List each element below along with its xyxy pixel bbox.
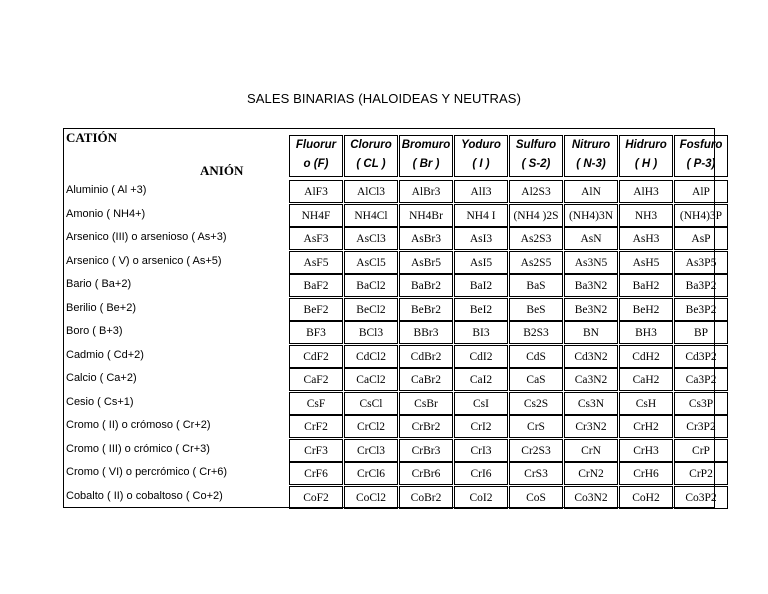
formula-cell: CrCl2	[344, 415, 398, 438]
anion-symbol: o (F)	[303, 158, 329, 170]
anion-header-cell	[509, 135, 563, 177]
anion-header-cell	[674, 135, 728, 177]
formula-cell: As2S5	[509, 251, 563, 274]
formula-cell: BaCl2	[344, 274, 398, 297]
table-row	[63, 462, 715, 485]
formula-cell: AlCl3	[344, 180, 398, 203]
formula-cell: NH4 I	[454, 204, 508, 227]
formula-cell: CaBr2	[399, 368, 453, 391]
table-row	[63, 204, 723, 227]
table-row	[63, 227, 715, 250]
formula-cell: Ba3N2	[564, 274, 618, 297]
formula-cell: Cd3N2	[564, 345, 618, 368]
formula-cell: NH3	[619, 204, 673, 227]
formula-cell: (NH4)3P	[674, 204, 728, 227]
formula-cell: Be3P2	[674, 298, 728, 321]
formula-cell: AsBr3	[399, 227, 453, 250]
formula-cell: Cr3N2	[564, 415, 618, 438]
formula-cell: CoBr2	[399, 486, 453, 509]
formula-cell: Al2S3	[509, 180, 563, 203]
formula-cell: AlF3	[289, 180, 343, 203]
formula-cell: CrP	[674, 439, 728, 462]
cation-label: Amonio ( NH4+)	[66, 207, 146, 220]
anion-symbol: ( CL )	[356, 158, 386, 170]
formula-cell: AsCl5	[344, 251, 398, 274]
table-row	[63, 392, 715, 415]
formula-cell: AsF3	[289, 227, 343, 250]
formula-cell: BN	[564, 321, 618, 344]
formula-cell: CrN2	[564, 462, 618, 485]
anion-header-cell	[619, 135, 673, 177]
formula-cell: BaBr2	[399, 274, 453, 297]
page-title: SALES BINARIAS (HALOIDEAS Y NEUTRAS)	[246, 91, 522, 106]
formula-cell: CdCl2	[344, 345, 398, 368]
table-row	[63, 321, 715, 344]
cation-header: CATIÓN	[66, 130, 118, 145]
formula-cell: AsI5	[454, 251, 508, 274]
anion-name: Sulfuro	[515, 139, 557, 151]
formula-cell: BaF2	[289, 274, 343, 297]
formula-cell: AsBr5	[399, 251, 453, 274]
formula-cell: Cs2S	[509, 392, 563, 415]
formula-cell: AsP	[674, 227, 728, 250]
formula-cell: CaH2	[619, 368, 673, 391]
table-row	[63, 486, 715, 509]
formula-cell: BeBr2	[399, 298, 453, 321]
anion-symbol: ( S-2)	[521, 158, 551, 170]
table-row	[63, 274, 715, 297]
formula-cell: CrCl3	[344, 439, 398, 462]
formula-cell: NH4Cl	[344, 204, 398, 227]
formula-cell: AsN	[564, 227, 618, 250]
formula-cell: BH3	[619, 321, 673, 344]
formula-cell: CoH2	[619, 486, 673, 509]
formula-cell: AsH5	[619, 251, 673, 274]
formula-cell: Cs3P	[674, 392, 728, 415]
formula-cell: BaI2	[454, 274, 508, 297]
anion-header: ANIÓN	[200, 163, 244, 178]
formula-cell: BaS	[509, 274, 563, 297]
formula-cell: CsF	[289, 392, 343, 415]
cation-label: Arsenico ( V) o arsenico ( As+5)	[66, 254, 222, 267]
formula-cell: CoI2	[454, 486, 508, 509]
cation-label: Cobalto ( II) o cobaltoso ( Co+2)	[66, 489, 223, 502]
formula-cell: As3N5	[564, 251, 618, 274]
formula-cell: CoCl2	[344, 486, 398, 509]
anion-name: Fosfuro	[679, 139, 723, 151]
formula-cell: BP	[674, 321, 728, 344]
anion-name: Nitruro	[571, 139, 611, 151]
formula-cell: CrH6	[619, 462, 673, 485]
anion-symbol: ( Br )	[412, 158, 440, 170]
cation-label: Berilio ( Be+2)	[66, 301, 137, 314]
formula-cell: CrCl6	[344, 462, 398, 485]
anion-symbol: ( I )	[472, 158, 490, 170]
anion-name: Bromuro	[401, 139, 451, 151]
formula-cell: CaS	[509, 368, 563, 391]
formula-cell: Ba3P2	[674, 274, 728, 297]
formula-cell: CrH2	[619, 415, 673, 438]
cation-label: Cromo ( III) o crómico ( Cr+3)	[66, 442, 210, 455]
anion-header-cell	[399, 135, 453, 177]
formula-cell: CdI2	[454, 345, 508, 368]
formula-cell: Cr2S3	[509, 439, 563, 462]
formula-cell: CrF6	[289, 462, 343, 485]
formula-cell: CsBr	[399, 392, 453, 415]
anion-header-cell	[564, 135, 618, 177]
formula-cell: BI3	[454, 321, 508, 344]
cation-label: Cromo ( II) o crómoso ( Cr+2)	[66, 419, 211, 431]
table-row	[63, 180, 715, 203]
anion-header-cell	[344, 135, 398, 177]
formula-cell: CrI2	[454, 415, 508, 438]
anion-header-cell	[289, 135, 343, 177]
formula-cell: Cs3N	[564, 392, 618, 415]
formula-cell: CoS	[509, 486, 563, 509]
cation-label: Bario ( Ba+2)	[66, 278, 132, 290]
anion-name: Fluorur	[295, 139, 337, 151]
formula-cell: CdBr2	[399, 345, 453, 368]
formula-cell: BeCl2	[344, 298, 398, 321]
formula-cell: Ca3P2	[674, 368, 728, 391]
formula-cell: CsCl	[344, 392, 398, 415]
formula-cell: AlP	[674, 180, 728, 203]
anion-symbol: ( P-3)	[686, 158, 716, 170]
formula-cell: Ca3N2	[564, 368, 618, 391]
formula-cell: CrN	[564, 439, 618, 462]
formula-cell: AsF5	[289, 251, 343, 274]
table-row	[63, 251, 715, 274]
formula-cell: CrH3	[619, 439, 673, 462]
formula-cell: Cd3P2	[674, 345, 728, 368]
formula-cell: CaF2	[289, 368, 343, 391]
table-row	[63, 298, 715, 321]
formula-cell: CsI	[454, 392, 508, 415]
formula-cell: AsI3	[454, 227, 508, 250]
anion-name: Yoduro	[461, 139, 501, 151]
anion-name: Cloruro	[350, 139, 392, 151]
formula-cell: NH4F	[289, 204, 343, 227]
formula-cell: AlBr3	[399, 180, 453, 203]
cation-label: Aluminio ( Al +3)	[66, 184, 147, 196]
formula-cell: NH4Br	[399, 204, 453, 227]
formula-cell: BF3	[289, 321, 343, 344]
formula-cell: BaH2	[619, 274, 673, 297]
table-row	[63, 368, 715, 391]
formula-cell: CrS3	[509, 462, 563, 485]
formula-cell: CsH	[619, 392, 673, 415]
formula-cell: CdF2	[289, 345, 343, 368]
formula-cell: CrI6	[454, 462, 508, 485]
table-row	[63, 345, 715, 368]
anion-symbol: ( N-3)	[576, 158, 606, 170]
formula-cell: CdH2	[619, 345, 673, 368]
cation-label: Boro ( B+3)	[66, 325, 123, 337]
cation-label: Cadmio ( Cd+2)	[66, 348, 144, 361]
formula-cell: AlI3	[454, 180, 508, 203]
formula-cell: BeH2	[619, 298, 673, 321]
cation-label: Cromo ( VI) o percrómico ( Cr+6)	[66, 466, 228, 478]
formula-cell: CdS	[509, 345, 563, 368]
table-row	[63, 415, 715, 438]
formula-cell: CrI3	[454, 439, 508, 462]
cation-label: Cesio ( Cs+1)	[66, 395, 134, 408]
formula-cell: BeS	[509, 298, 563, 321]
formula-cell: CrP2	[674, 462, 728, 485]
formula-cell: CrF3	[289, 439, 343, 462]
formula-cell: (NH4 )2S	[509, 204, 563, 227]
formula-cell: Co3P2	[674, 486, 728, 509]
cation-label: Arsenico (III) o arsenioso ( As+3)	[66, 231, 227, 243]
formula-cell: CoF2	[289, 486, 343, 509]
formula-cell: Cr3P2	[674, 415, 728, 438]
formula-cell: (NH4)3N	[564, 204, 618, 227]
formula-cell: AlN	[564, 180, 618, 203]
anion-header-cell	[454, 135, 508, 177]
formula-cell: AlH3	[619, 180, 673, 203]
formula-cell: CrBr3	[399, 439, 453, 462]
formula-cell: CrS	[509, 415, 563, 438]
formula-cell: BeI2	[454, 298, 508, 321]
formula-cell: BBr3	[399, 321, 453, 344]
formula-cell: CrBr6	[399, 462, 453, 485]
cation-label: Calcio ( Ca+2)	[66, 372, 137, 384]
formula-cell: AsCl3	[344, 227, 398, 250]
formula-cell: As2S3	[509, 227, 563, 250]
formula-cell: BeF2	[289, 298, 343, 321]
formula-cell: CrBr2	[399, 415, 453, 438]
anion-name: Hidruro	[625, 139, 667, 151]
formula-cell: Co3N2	[564, 486, 618, 509]
formula-cell: As3P5	[674, 251, 728, 274]
formula-cell: BCl3	[344, 321, 398, 344]
formula-cell: B2S3	[509, 321, 563, 344]
table-row	[63, 439, 715, 462]
formula-cell: AsH3	[619, 227, 673, 250]
anion-symbol: ( H )	[634, 158, 658, 170]
formula-cell: Be3N2	[564, 298, 618, 321]
formula-cell: CrF2	[289, 415, 343, 438]
formula-cell: CaCl2	[344, 368, 398, 391]
formula-cell: CaI2	[454, 368, 508, 391]
